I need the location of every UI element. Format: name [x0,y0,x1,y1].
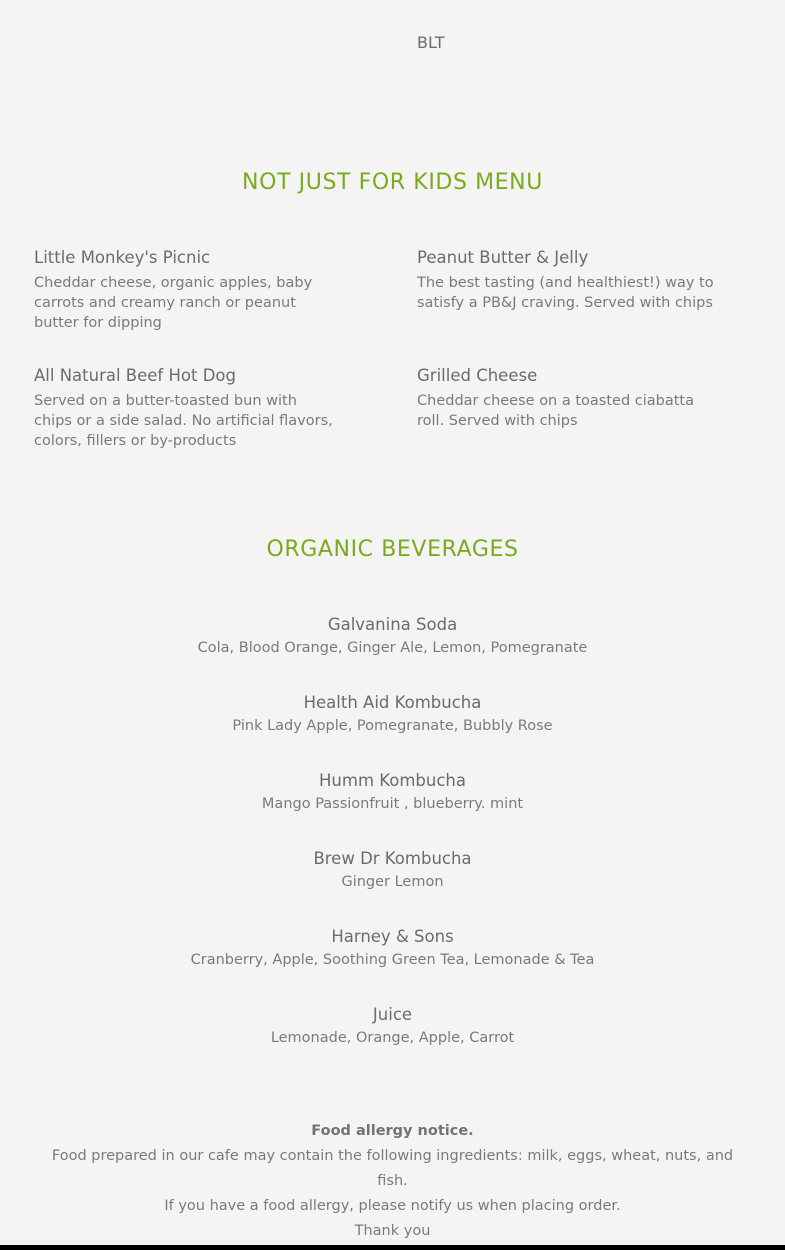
menu-item-blt: BLT [417,33,445,52]
bottom-edge-bar [0,1245,785,1250]
kids-item-name: Peanut Butter & Jelly [417,248,589,267]
beverage-desc: Pink Lady Apple, Pomegranate, Bubbly Rose [232,718,553,734]
beverage-name: Harney & Sons [331,927,454,946]
beverage-item [0,849,785,890]
allergy-notice-thanks: Thank you [354,1223,431,1239]
kids-menu-item [417,248,717,313]
beverage-item [0,1005,785,1046]
allergy-notice-title: Food allergy notice. [311,1123,474,1139]
beverage-name: Brew Dr Kombucha [313,849,472,868]
beverage-item [0,927,785,968]
beverage-name: Galvanina Soda [327,615,458,634]
beverage-name: Humm Kombucha [319,771,466,790]
beverage-name: Health Aid Kombucha [303,693,482,712]
allergy-notice-ingredients: Food prepared in our cafe may contain the following ingredients: milk, eggs, wheat, nuts, and fish. [51,1148,734,1189]
kids-item-desc: Served on a butter-toasted bun with chips or a side salad. No artificial flavors, colors, fillers or by-products [34,393,333,449]
kids-item-name: Little Monkey's Picnic [34,248,211,267]
kids-menu-item [417,366,717,431]
beverage-desc: Ginger Lemon [341,874,444,890]
kids-menu-item [34,248,334,333]
kids-menu-title: NOT JUST FOR KIDS MENU [242,170,543,195]
beverage-item [0,615,785,656]
beverage-desc: Cola, Blood Orange, Ginger Ale, Lemon, Pomegranate [197,640,588,656]
kids-item-desc: Cheddar cheese, organic apples, baby carrots and creamy ranch or peanut butter for dipping [34,275,313,331]
beverage-desc: Cranberry, Apple, Soothing Green Tea, Lemonade & Tea [190,952,595,968]
beverage-desc: Mango Passionfruit , blueberry. mint [261,796,524,812]
allergy-notice [40,1119,745,1244]
kids-item-desc: Cheddar cheese on a toasted ciabatta roll. Served with chips [417,393,695,429]
kids-item-desc: The best tasting (and healthiest!) way to satisfy a PB&J craving. Served with chips [417,275,714,311]
beverage-item [0,771,785,812]
kids-item-name: Grilled Cheese [417,366,538,385]
beverage-name: Juice [372,1005,413,1024]
allergy-notice-instruction: If you have a food allergy, please notify us when placing order. [164,1198,621,1214]
beverages-title: ORGANIC BEVERAGES [266,537,519,562]
beverage-desc: Lemonade, Orange, Apple, Carrot [270,1030,515,1046]
beverage-item [0,693,785,734]
kids-item-name: All Natural Beef Hot Dog [34,366,236,385]
kids-menu-item [34,366,334,451]
